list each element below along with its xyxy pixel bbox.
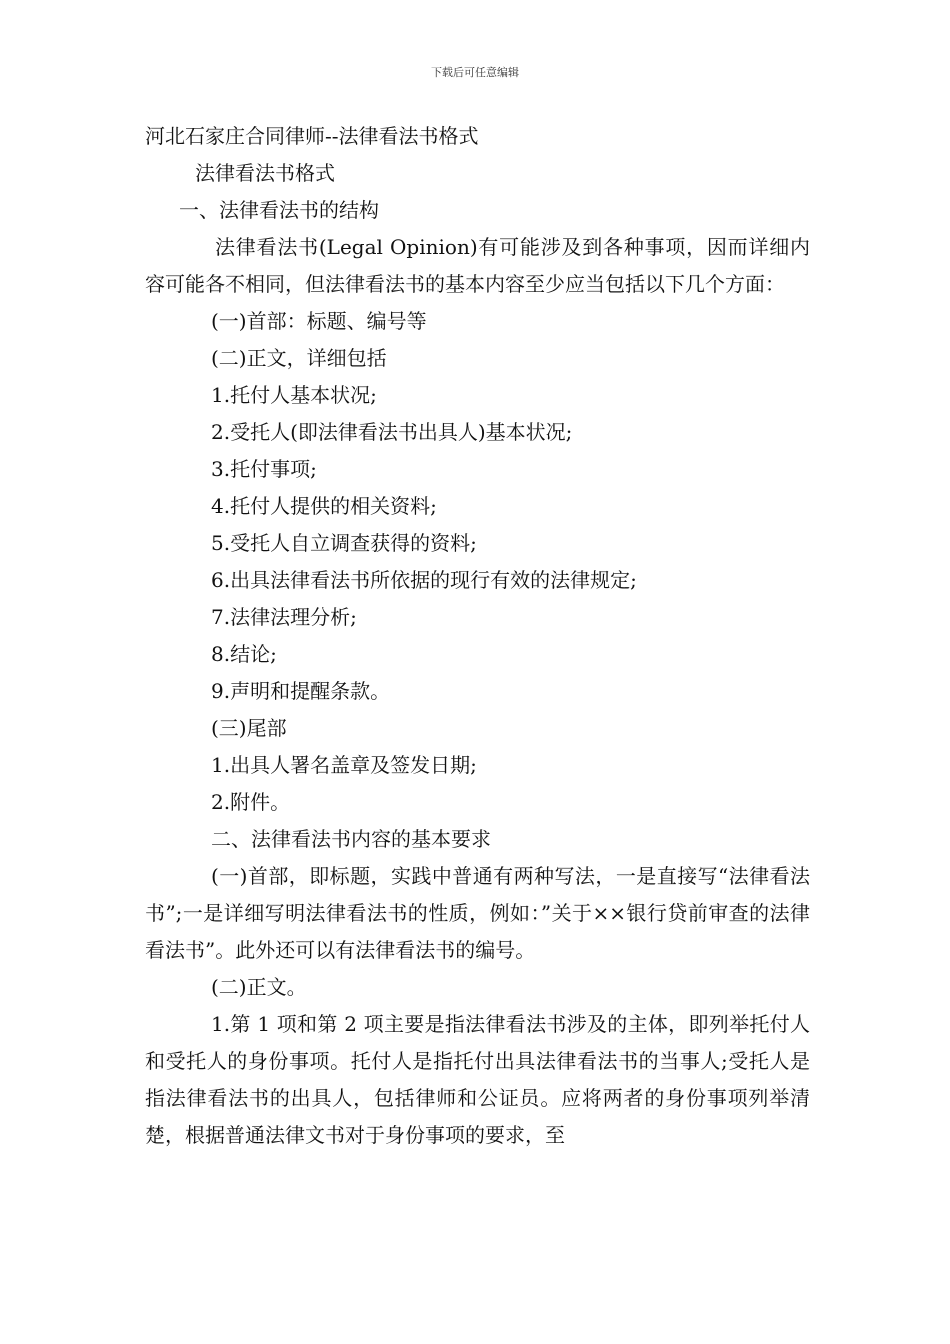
document-subtitle: 法律看法书格式 <box>195 161 335 185</box>
requirement-heading-2: (二)正文。 <box>211 975 307 999</box>
document-title: 河北石家庄合同律师--法律看法书格式 <box>145 124 479 148</box>
section-heading-2: 二、法律看法书内容的基本要求 <box>211 827 491 851</box>
requirement-paragraph-1: (一)首部，即标题，实践中普通有两种写法，一是直接写“法律看法书”;一是详细写明法律看法书的性质，例如：”关于××银行贷前审查的法律看法书”。此外还可以有法律看法书的编号。 <box>145 864 810 962</box>
part-heading-1: (一)首部：标题、编号等 <box>211 309 427 333</box>
intro-paragraph: 法律看法书(Legal Opinion)有可能涉及到各种事项，因而详细内容可能各不相同，但法律看法书的基本内容至少应当包括以下几个方面： <box>145 235 810 296</box>
document-body <box>145 118 810 1154</box>
requirement-paragraph-2: 1.第 1 项和第 2 项主要是指法律看法书涉及的主体，即列举托付人和受托人的身份事项。托付人是指托付出具法律看法书的当事人;受托人是指法律看法书的出具人，包括律师和公证员。应将两者的身份事项列举清楚，根据普通法律文书对于身份事项的要求，至 <box>145 1012 810 1147</box>
list-item: 4.托付人提供的相关资料; <box>211 494 437 518</box>
list-item: 8.结论; <box>211 642 277 666</box>
list-item: 3.托付事项; <box>211 457 317 481</box>
list-item: 2.受托人(即法律看法书出具人)基本状况; <box>211 420 573 444</box>
list-item: 6.出具法律看法书所依据的现行有效的法律规定; <box>211 568 637 592</box>
list-item: 2.附件。 <box>211 790 291 814</box>
list-item: 9.声明和提醒条款。 <box>211 679 391 703</box>
section-heading-1: 一、法律看法书的结构 <box>179 198 379 222</box>
list-item: 7.法律法理分析; <box>211 605 357 629</box>
part-heading-3: (三)尾部 <box>211 716 287 740</box>
part-heading-2: (二)正文，详细包括 <box>211 346 387 370</box>
list-item: 1.托付人基本状况; <box>211 383 377 407</box>
list-item: 1.出具人署名盖章及签发日期; <box>211 753 477 777</box>
list-item: 5.受托人自立调查获得的资料; <box>211 531 477 555</box>
page-header: 下载后可任意编辑 <box>431 66 519 79</box>
